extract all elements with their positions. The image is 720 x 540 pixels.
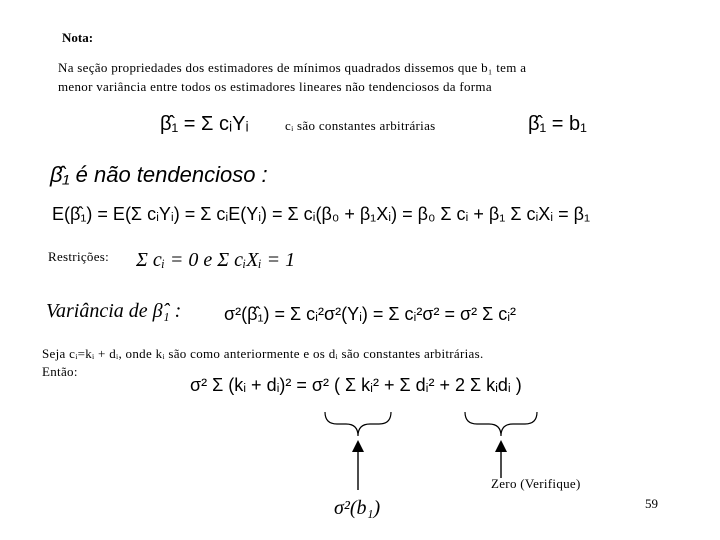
right-underbrace: [465, 412, 537, 436]
unbiased-heading: β̂₁ é não tendencioso :: [50, 162, 268, 187]
page-number: 59: [645, 496, 658, 511]
intro-line-2: menor variância entre todos os estimadores lineares não tendenciosos da forma: [58, 79, 492, 94]
variance-formula: σ²(β̂₁) = Σ cᵢ²σ²(Yᵢ) = Σ cᵢ²σ² = σ² Σ cᵢ²: [224, 304, 517, 324]
estimator-equals: β̂₁ = b₁: [528, 113, 587, 135]
left-arrow-head: [352, 440, 364, 452]
restrictions-formula: Σ cᵢ = 0 e Σ cᵢXᵢ = 1: [136, 249, 296, 271]
left-underbrace: [325, 412, 391, 436]
restrictions-label: Restrições:: [48, 249, 110, 264]
expectation-formula: E(β̂₁) = E(Σ cᵢYᵢ) = Σ cᵢE(Yᵢ) = Σ cᵢ(β₀ + β₁Xᵢ) = β₀ Σ cᵢ + β₁ Σ cᵢXᵢ = β₁: [52, 204, 591, 224]
estimator-formula: β̂₁ = Σ cᵢYᵢ: [160, 113, 249, 135]
intro-line-1: Na seção propriedades dos estimadores de mínimos quadrados dissemos que b₁ tem a: [58, 60, 527, 75]
right-arrow-head: [495, 440, 507, 452]
variance-b1: σ²(b₁): [334, 497, 381, 519]
expansion-formula: σ² Σ (kᵢ + dᵢ)² = σ² ( Σ kᵢ² + Σ dᵢ² + 2 Σ kᵢdᵢ ): [190, 375, 522, 395]
entao-label: Então:: [42, 364, 78, 379]
ci-note: cᵢ são constantes arbitrárias: [285, 118, 436, 133]
seja-line: Seja cᵢ=kᵢ + dᵢ, onde kᵢ são como anteriormente e os dᵢ são constantes arbitrárias.: [42, 346, 484, 361]
note-label: Nota:: [62, 30, 94, 45]
variance-heading: Variância de β̂₁ :: [46, 300, 182, 322]
zero-note: Zero (Verifique): [491, 476, 581, 491]
